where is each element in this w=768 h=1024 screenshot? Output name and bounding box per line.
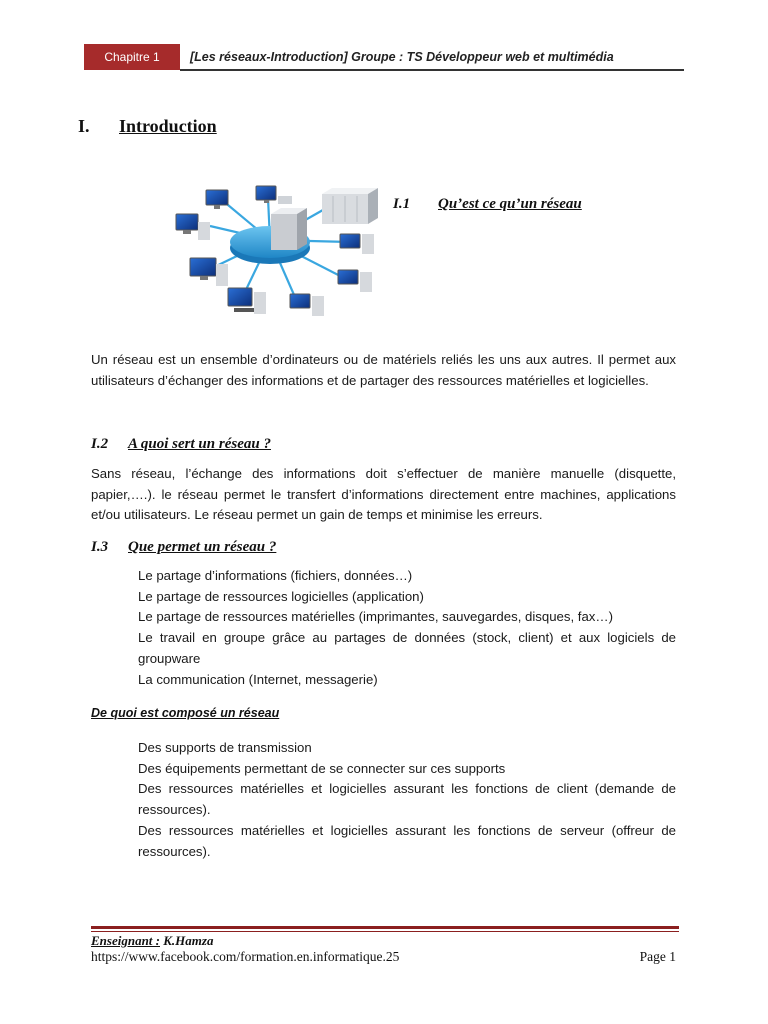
- page-header: [84, 44, 684, 70]
- network-illustration: [170, 178, 384, 334]
- subsection-2-title: A quoi sert un réseau ?: [128, 436, 271, 452]
- chapter-label: Chapitre 1: [84, 44, 180, 70]
- header-title-text: [Les réseaux-Introduction] Groupe : TS Développeur web et multimédia: [190, 50, 614, 64]
- teacher-name: K.Hamza: [163, 933, 214, 948]
- subsection-3-heading: [91, 539, 276, 556]
- list-item: Le travail en groupe grâce au partages de données (stock, client) et aux logiciels de groupware: [138, 630, 676, 666]
- subsection-1-title: Qu’est ce qu’un réseau: [438, 196, 582, 212]
- section-title: Introduction: [119, 116, 217, 136]
- subsection-1-heading: [393, 196, 582, 213]
- list-item: Des équipements permettant de se connecter sur ces supports: [138, 760, 506, 776]
- subsection-3-number: I.3: [91, 539, 109, 555]
- compose-list: [138, 738, 676, 862]
- footer-rule-thick: [91, 926, 679, 929]
- intro-paragraph: Un réseau est un ensemble d’ordinateurs ou de matériels reliés les uns aux autres. Il permet aux utilisateurs d’échanger des informations et de partager des ressources matérielles et logicielles.: [91, 352, 676, 388]
- list-item: Des ressources matérielles et logicielles assurant les fonctions de serveur (offreur de ressources).: [138, 822, 676, 859]
- compose-heading: De quoi est composé un réseau: [91, 706, 280, 720]
- subsection-1-number: I.1: [393, 196, 411, 212]
- section-heading: [78, 116, 217, 137]
- list-item: Le partage de ressources matérielles (imprimantes, sauvegardes, disques, fax…): [138, 609, 613, 625]
- list-item: Des ressources matérielles et logicielles assurant les fonctions de client (demande de ressources).: [138, 781, 676, 818]
- list-item: Le partage de ressources logicielles (application): [138, 588, 424, 604]
- list-item: Des supports de transmission: [138, 740, 312, 755]
- footer-url-link[interactable]: https://www.facebook.com/formation.en.informatique.25: [91, 949, 400, 964]
- header-title: [190, 44, 614, 70]
- footer-teacher: [91, 933, 213, 949]
- page-number: Page 1: [639, 949, 676, 964]
- subsection-2-heading: [91, 436, 271, 453]
- footer-rule-thin: [91, 931, 679, 932]
- section-number: I.: [78, 116, 90, 136]
- subsection-2-number: I.2: [91, 436, 109, 452]
- list-item: Le partage d’informations (fichiers, données…): [138, 568, 413, 583]
- permet-list: [138, 566, 676, 690]
- subsection-3-title: Que permet un réseau ?: [128, 539, 277, 555]
- teacher-label: Enseignant :: [91, 933, 160, 948]
- header-rule: [180, 69, 684, 71]
- list-item: La communication (Internet, messagerie): [138, 671, 378, 687]
- subsection-2-paragraph: Sans réseau, l’échange des informations doit s’effectuer de manière manuelle (disquette, papier,….). le réseau permet le transfert d’informations directement entre machines, applications et/ou utilisateurs. Le réseau permet un gain de temps et minimise les erreurs.: [91, 466, 676, 523]
